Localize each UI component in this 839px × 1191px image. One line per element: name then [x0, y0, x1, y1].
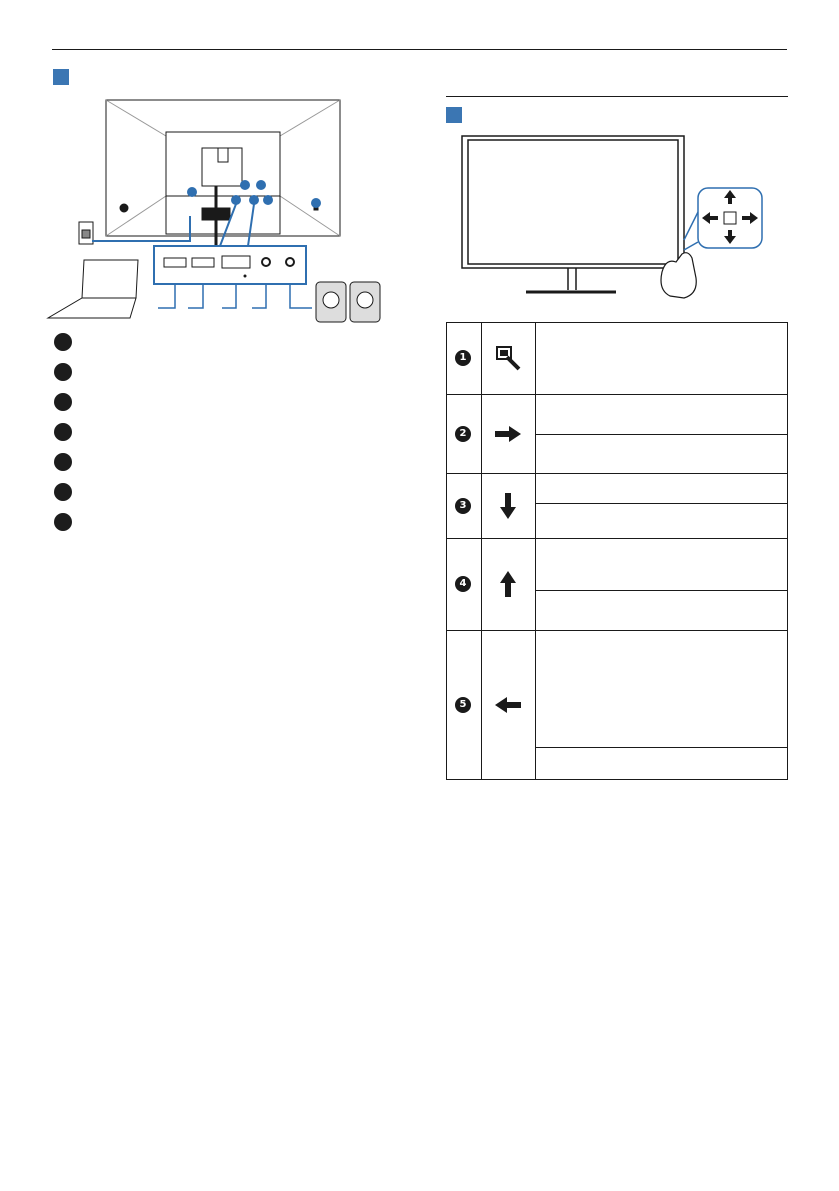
arrow-down-icon	[481, 491, 535, 521]
connection-item-marker	[54, 393, 72, 411]
power-outlet	[79, 222, 93, 244]
table-row-number: 2	[455, 426, 471, 442]
connection-item-marker	[54, 363, 72, 381]
table-row-number: 5	[455, 697, 471, 713]
monitor-front-diagram	[456, 132, 776, 302]
connection-item-marker	[54, 333, 72, 351]
table-row-description	[535, 473, 788, 503]
table-row-description	[535, 434, 788, 473]
osd-magnifier-icon	[481, 343, 535, 373]
table-row-description	[535, 747, 788, 780]
monitor-back	[106, 100, 340, 246]
table-row-description	[535, 538, 788, 590]
laptop	[48, 260, 138, 318]
table-row-description	[535, 394, 788, 434]
table-row-description	[535, 590, 788, 630]
table-row-number: 4	[455, 576, 471, 592]
table-row-description	[535, 322, 788, 394]
monitor-front	[462, 136, 684, 292]
joystick-arrows	[702, 190, 758, 244]
rear-connection-diagram	[40, 96, 400, 336]
cable-lines	[158, 284, 312, 308]
speakers	[316, 282, 380, 322]
connection-item-marker	[54, 423, 72, 441]
table-row-description	[535, 630, 788, 747]
table-row-description	[535, 503, 788, 538]
section-marker-left	[53, 69, 69, 85]
table-row-number: 1	[455, 350, 471, 366]
arrow-left-icon	[481, 690, 535, 720]
arrow-right-icon	[481, 419, 535, 449]
connection-item-marker	[54, 513, 72, 531]
connection-item-marker	[54, 483, 72, 501]
table-row-number: 3	[455, 498, 471, 514]
right-section-rule	[446, 96, 788, 97]
arrow-up-icon	[481, 569, 535, 599]
connection-item-marker	[54, 453, 72, 471]
section-marker-right	[446, 107, 462, 123]
top-rule	[52, 49, 787, 50]
port-panel	[154, 246, 306, 284]
